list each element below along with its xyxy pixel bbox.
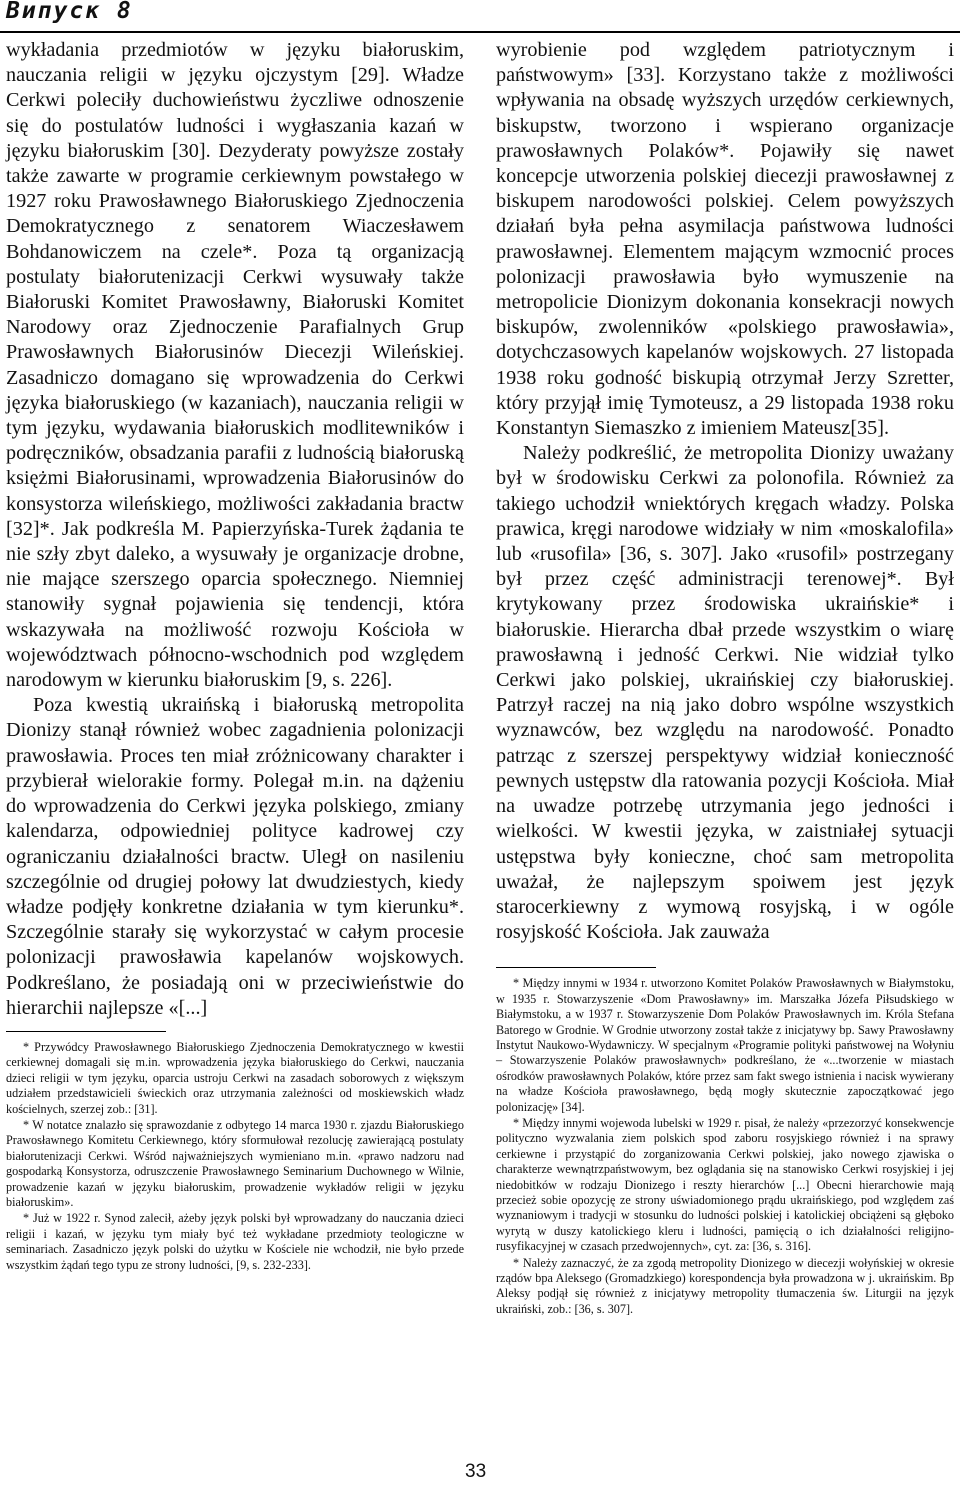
footnote: * Między innymi wojewoda lubelski w 1929 r. pisał, że należy «przezorzyć konsekwencje polityczno wyzwalania ziem polskich spod zaboru rosyjskiego również i na sprawy cerkiewne i przystąpić do zorganizowania Cerkwi polskiej, jako nowego zjawiska o charakterze wewnątrzpaństwowym, bez oglądania się na stanowisko Cerkwi rosyjskiej i jej niedobitków w rodzaju Dionizego i reszty hierarchów [...] Obecni hierarchowie mają przecież sobie opozycję ze strony uświadomionego prądu ukraińskiego, pod względem zaś wyznaniowym i tradycji w stosunku do ludności polskiej i katolickiej obciążeni są głęboko wyrytą w duszy katolickiego kleru i ludności, pamięcią o ich działalności religijno-rusyfikacyjnej w czasach przedwojennych», cyt. za: [36, s. 316]. [496,1115,954,1254]
footnote: * Już w 1922 r. Synod zalecił, ażeby język polski był wprowadzany do nauczania dzieci religii i kazań, w języku tym miały być też wykładane przedmioty teologiczne w seminariach. Zasadniczo język polski do użytku w Kościele nie wchodził, nie było przede wszystkim żądań tego typu ze strony ludności, [9, s. 232-233]. [6,1211,464,1272]
footnote: * Przywódcy Prawosławnego Białoruskiego Zjednoczenia Demokratycznego w kwestii cerkiewnej domagali się m.in. wprowadzenia języka białoruskiego do Cerkwi, nauczania dzieci religii w tym języku, oparcia ustroju Cerkwi na zasadach soborowych z większym udziałem przedstawicieli świeckich oraz utrzymania zależności od moskiewskich władz kościelnych, szerzej zob.: [31]. [6,1039,464,1116]
paragraph: wykładania przedmiotów w języku białoruskim, nauczania religii w języku ojczystym [29]. Władze Cerkwi poleciły duchowieństwu życzliwe odnoszenie się do postulatów ludności i wygłaszania kazań w języku białoruskim [30]. Dezyderaty powyższe zostały także zawarte w programie cerkiewnym powstałego w 1927 roku Prawosławnego Białoruskiego Zjednoczenia Demokratycznego z senatorem Wiaczesławem Bohdanowiczem na czele*. Poza tą organizacją postulaty białorutenizacji Cerkwi wysuwały także Białoruski Komitet Prawosławny, Białoruski Komitet Narodowy oraz Zjednoczenie Parafialnych Grup Prawosławnych Białorusinów Diecezji Wileńskiej. Zasadniczo domagano się wprowadzenia do Cerkwi języka białoruskiego (w kazaniach), nauczania religii w tym języku, wydawania białoruskich modlitewników i podręczników, obsadzania parafii z ludnością białoruską księżmi Białorusinami, wprowadzenia Białorusinów do konsystorza wileńskiego, możliwości zakładania bractw [32]*. Jak podkreśla M. Papierzyńska-Turek żądania te nie szły zbyt daleko, a wysuwały je organizacje drobne, nie mające szerszego oparcia społecznego. Niemniej stanowiły sygnał pojawienia się tendencji, która wskazywała na możliwość rozwoju Kościoła w województwach północno-wschodnich pod względem narodowym w kierunku białoruskim [9, s. 226]. [6,39,464,692]
footnote: * Między innymi w 1934 r. utworzono Komitet Polaków Prawosławnych w Białymstoku, w 1935 r. Stowarzyszenie «Dom Prawosławny» im. Marszałka Józefa Piłsudskiego w Białymstoku, a w 1937 r. Stowarzyszenie Dom Polaków Prawosławnych im. Króla Stefana Batorego w Grodnie. W Grodnie utworzony został także z inicjatywy bp. Sawy Prawosławny Instytut Naukowo-Wydawniczy. W specjalnym «Programie polityki państwowej na Wołyniu – Stowarzyszenie Polaków prawosławnych» podkreślano, że «...tworzenie w miastach ośrodków prawosławnych Polaków, które przez sam fakt swego istnienia i nacisk wywierany na władze Kościoła prawosławnego, będą mogły skutecznie zapoczątkować jego polonizację» [34]. [496,976,954,1114]
paragraph: wyrobienie pod względem patriotycznym i państwowym» [33]. Korzystano także z możliwości wpływania na obsadę wyższych urzędów cerkiewnych, biskupstw, tworzono i wspierano organizacje prawosławnych Polaków*. Pojawiły się nawet koncepcje utworzenia polskiej diecezji prawosławnej z biskupem narodowości polskiej. Celem powyższych działań była pełna asymilacja państwowa ludności prawosławnej. Elementem mającym wzmocnić proces polonizacji prawosławia było wymuszenie na metropolicie Dionizym dokonania konsekracji nowych biskupów, zwolenników «polskiego prawosławia», dotychczasowych kapelanów wojskowych. 27 listopada 1938 roku godność biskupią otrzymał Jerzy Szretter, który przyjął imię Tymoteusz, a 29 listopada 1938 roku Konstantyn Siemaszko z imieniem Mateusz[35]. [496,39,954,440]
page-number: 33 [465,1461,487,1482]
footnote: * W notatce znalazło się sprawozdanie z odbytego 14 marca 1930 r. zjazdu Białoruskiego Prawosławnego Komitetu Cerkiewnego, który sformułował rezolucję zawierającą postulaty białorutenizacji Cerkwi. Wśród najważniejszych wymieniano m.in. «prawo nadzoru nad gospodarką Konsystorza, odruszczenie Prawosławnego Seminarium Duchownego w Wilnie, prowadzenie kazań w języku białoruskim, prowadzenie wykładów religii w języku białoruskim». [6,1117,464,1209]
header-rule [0,31,960,33]
paragraph: Poza kwestią ukraińską i białoruską metropolita Dionizy stanął również wobec zagadnienia polonizacji prawosławia. Proces ten miał zróżnicowany charakter i przybierał wielorakie formy. Polegał m.in. na dążeniu do wprowadzenia do Cerkwi języka polskiego, zmiany kalendarza, odpowiedniej polityce kadrowej czy ograniczaniu działalności bractw. Uległ on nasileniu szczególnie od drugiej połowy lat dwudziestych, kiedy władze podjęły konkretne działania w tym kierunku*. Szczególnie starały się wykorzystać w całym procesie polonizacji prawosławia kapelanów wojskowych. Podkreślano, że posiadają oni w przeciwieństwie do hierarchii najlepsze «[...] [6,694,464,1019]
running-header: Випуск 8 [6,0,133,24]
footnote-rule [496,967,656,968]
right-main-text [496,38,954,945]
paragraph: Należy podkreślić, że metropolita Dionizy uważany był w środowisku Cerkwi za polonofila. Również za takiego uchodził wniektórych kręgach władzy. Polska prawica, kręgi narodowe widziały w nim «moskalofila» lub «rusofila» [36, s. 307]. Jako «rusofil» postrzegany był przez część administracji terenowej*. Był krytykowany przez środowiska ukraińskie* i białoruskie. Hierarcha dbał przede wszystkim o wiarę prawosławną i jedność Cerkwi. Nie widział tylko Cerkwi jako polskiej, ukraińskiej czy białoruskiej. Patrzył raczej na nią jako dobro wspólne wszystkich wyznawców, bez względu na narodowość. Ponadto patrząc z szerszej perspektywy widział konieczność pewnych ustępstw dla ratowania pozycji Kościoła. Miał na uwadze potrzebę utrzymania jego jedności i wielkości. W kwestii języka, w zaistniałej sytuacji ustępstwa były konieczne, choć sam metropolita uważał, że najlepszym spoiwem jest język starocerkiewny z wymową rosyjską, i w ogóle rosyjskość Kościoła. Jak zauważa [496,442,954,944]
footnote-rule [6,1031,166,1032]
left-main-text [6,38,464,1021]
left-column [6,38,464,1274]
footnote: * Należy zaznaczyć, że za zgodą metropolity Dionizego w diecezji wołyńskiej w okresie rządów bpa Aleksego (Gromadzkiego) korespondencja była prowadzona w j. ukraińskim. Bp Aleksy podjął się również z inicjatywy metropolity tłumaczenia św. Liturgii na język ukraiński, zob.: [36, s. 307]. [496,1255,954,1316]
right-column [496,38,954,1318]
